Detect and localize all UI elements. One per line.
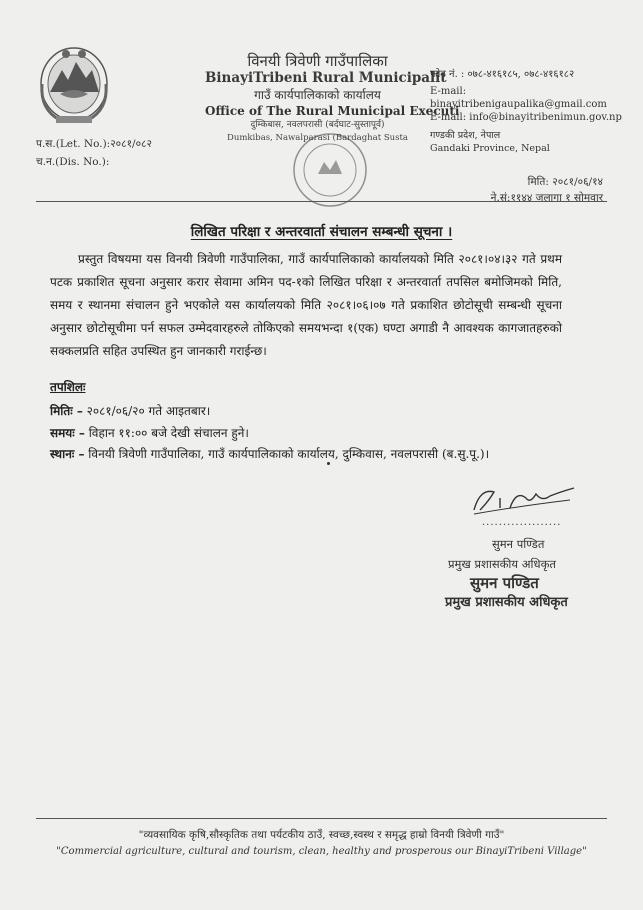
province-np: गण्डकी प्रदेश, नेपाल (430, 130, 501, 141)
detail-time-value: विहान ११:०० बजे देखी संचालन हुने। (88, 426, 249, 440)
signature-line: ................... (482, 517, 562, 528)
email-primary: binayitribenigaupalika@gmail.com (430, 99, 607, 110)
reference-block (36, 135, 152, 171)
detail-time-label: समयः – (50, 426, 85, 440)
issue-date: मिति: २०८१/०६/१४ (527, 176, 603, 188)
detail-date-value: २०८१/०६/२० गते आइतबार। (86, 404, 211, 418)
email-secondary: E-mail: info@binayitribenimun.gov.np (430, 112, 622, 123)
contact-block (430, 68, 640, 155)
email-label: E-mail: (430, 86, 467, 97)
notice-body: प्रस्तुत विषयमा यस विनयी त्रिवेणी गाउँपालिका, गाउँ कार्यपालिकाको कार्यालयको मिति २०८१।०४।३२ गते प्रथम पटक प्रकाशित सूचना अनुसार करार सेवामा अमिन पद-१को लिखित परिक्षा र अन्तरवार्ता तपसिल बमोजिमको मिति, समय र स्थानमा संचालन हुने भएकोले यस कार्यालयको मिति २०८१।०६।०७ गते प्रकाशित छोटोसूची सम्बन्धी सूचना अनुसार छोटोसूचीमा पर्न सफल उम्मेदवारहरुले तोकिएको समयभन्दा १(एक) घण्टा अगाडी नै आवश्यक कागजातहरुको सक्कलप्रति सहित उपस्थित हुन जानकारी गराईन्छ। (50, 252, 562, 358)
footer-divider (36, 818, 607, 819)
detail-date (50, 402, 210, 419)
municipality-name-np: विनयी त्रिवेणी गाउँपालिका (247, 52, 388, 70)
detail-time (50, 424, 249, 441)
nepal-sambat-date: ने.सं:११४४ जलागा १ सोमवार (490, 192, 603, 204)
details-heading: तपशिलः (50, 380, 86, 394)
stamp-signatory-title: प्रमुख प्रशासकीय अधिकृत (445, 595, 568, 610)
notice-subject (0, 222, 643, 240)
stamp-signatory-name: सुमन पण्डित (470, 574, 539, 592)
letter-number: प.स.(Let. No.):२०८१/०८२ (36, 138, 152, 150)
detail-place-value: विनयी त्रिवेणी गाउँपालिका, गाउँ कार्यपालिकाको कार्यालय, दुम्किवास, नवलपरासी (ब.सु.पू.)। (88, 447, 490, 461)
office-stamp-icon (290, 130, 370, 210)
ink-mark (327, 462, 330, 465)
office-name-en: Office of The Rural Municipal Executi (205, 104, 460, 118)
footer-motto-en: "Commercial agriculture, cultural and tourism, clean, healthy and prosperous our BinayiTribeni Village" (56, 846, 587, 857)
province-en: Gandaki Province, Nepal (430, 143, 550, 154)
detail-place (50, 445, 489, 462)
signature-scrawl (470, 480, 580, 520)
header-divider (36, 201, 607, 202)
signatory-title: प्रमुख प्रशासकीय अधिकृत (448, 557, 556, 571)
signatory-name: सुमन पण्डित (492, 537, 545, 551)
address-en: Dumkibas, Nawalparasi (Bardaghat Susta (227, 133, 408, 143)
detail-place-label: स्थानः – (50, 447, 85, 461)
municipality-name-en: BinayiTribeni Rural Municipalit (205, 70, 447, 86)
detail-date-label: मितिः – (50, 404, 83, 418)
address-np: दुम्किबास, नवलपरासी (बर्दघाट-सुस्तापूर्व) (250, 120, 385, 130)
footer-motto-np: "व्यवसायिक कृषि,सौस्कृतिक तथा पर्यटकीय ठाउँ, स्वच्छ,स्वस्थ र समृद्ध हाम्रो विनयी त्रिवेणी गाउँ" (138, 829, 505, 841)
nepal-emblem-icon (36, 40, 112, 130)
dispatch-number: च.न.(Dis. No.): (36, 156, 110, 168)
notice-subject-text: लिखित परिक्षा र अन्तरवार्ता संचालन सम्बन्धी सूचना । (190, 224, 453, 240)
phone-number: फोन नं. : ०७८-४१६१८५, ०७८-४१६१८२ (430, 69, 575, 80)
office-name-np: गाउँ कार्यपालिकाको कार्यालय (254, 88, 381, 102)
